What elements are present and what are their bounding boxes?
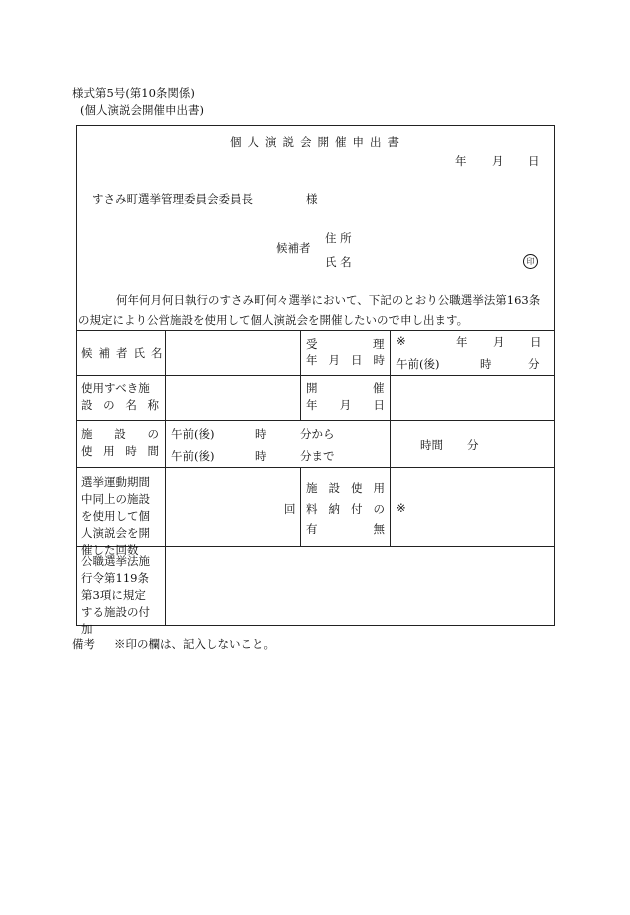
office-date-day: 日 <box>530 335 542 349</box>
start-from: 分から <box>300 427 335 441</box>
office-ampm: 午前(後) <box>396 357 440 371</box>
date-day: 日 <box>528 154 540 168</box>
received-date-time-labels: 年 月 日 時 <box>306 353 385 367</box>
office-date-year: 年 <box>456 335 468 349</box>
facility-addition-label: 公職選挙法施 行令第119条 第3項に規定 する施設の付 加 <box>81 554 150 636</box>
fee-label-2: 料 納 付 の <box>306 502 385 516</box>
office-use-mark: ※ <box>396 334 406 348</box>
seal-icon: 印 <box>523 254 538 269</box>
fee-label-1: 施 設 使 用 <box>306 481 385 495</box>
duration-minutes: 分 <box>467 438 479 452</box>
end-hour: 時 <box>255 449 267 463</box>
body-line-1: 何年何月何日執行のすさみ町何々選挙において、下記のとおり公職選挙法第163条 <box>116 293 541 307</box>
form-subtitle: (個人演説会開催申出書) <box>80 103 204 117</box>
count-unit: 回 <box>284 502 296 516</box>
received-char-2: 理 <box>373 337 385 351</box>
facility-name-label-1: 使用すべき施 <box>81 381 150 395</box>
fee-office-mark: ※ <box>396 501 406 515</box>
start-ampm: 午前(後) <box>171 427 215 441</box>
name-label: 氏 名 <box>325 255 352 269</box>
doc-title: 個人演説会開催申出書 <box>230 135 405 149</box>
body-line-2: の規定により公営施設を使用して個人演説会を開催したいので申し出ます。 <box>78 313 469 327</box>
date-month: 月 <box>492 154 504 168</box>
usage-time-label-2: 使 用 時 間 <box>81 444 159 458</box>
addressee: すさみ町選挙管理委員会委員長 <box>92 192 253 206</box>
received-char-1: 受 <box>306 337 318 351</box>
note-text: ※印の欄は、記入しないこと。 <box>114 637 275 651</box>
office-date-month: 月 <box>493 335 505 349</box>
end-ampm: 午前(後) <box>171 449 215 463</box>
start-hour: 時 <box>255 427 267 441</box>
candidate-label: 候補者 <box>276 241 311 255</box>
end-until: 分まで <box>300 449 335 463</box>
address-label: 住 所 <box>325 231 352 245</box>
held-char-2: 催 <box>373 381 385 395</box>
candidate-name-label: 候補者氏名 <box>81 346 169 360</box>
usage-time-label-1: 施 設 の <box>81 427 159 441</box>
facility-name-label-2: 設 の 名 称 <box>81 398 159 412</box>
honorific: 様 <box>306 192 318 206</box>
note-label: 備考 <box>72 637 95 651</box>
held-char-1: 開 <box>306 381 318 395</box>
duration-hours: 時間 <box>420 438 443 452</box>
fee-label-3: 有 無 <box>306 522 385 536</box>
form-number: 様式第5号(第10条関係) <box>72 86 195 100</box>
date-year: 年 <box>455 154 467 168</box>
office-minute: 分 <box>528 357 540 371</box>
office-hour: 時 <box>480 357 492 371</box>
usage-count-label: 選挙運動期間 中同上の施設 を使用して個 人演説会を開 催した回数 <box>81 475 150 557</box>
held-date-labels: 年 月 日 <box>306 398 385 412</box>
